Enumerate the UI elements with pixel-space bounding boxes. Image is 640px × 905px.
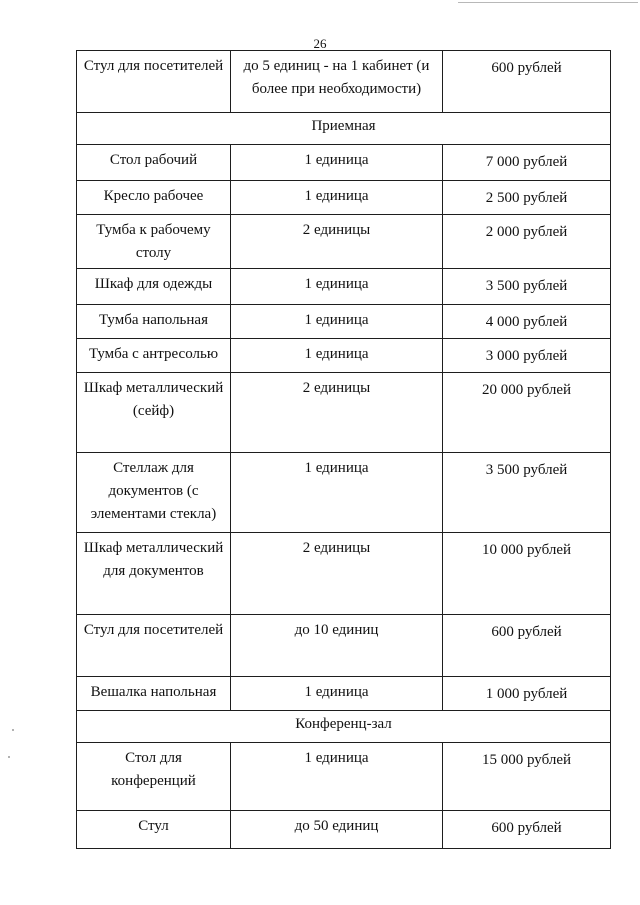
price-cell: 3 500 рублей xyxy=(443,269,611,305)
section-row xyxy=(77,711,611,743)
quantity-cell: до 10 единиц xyxy=(231,615,443,677)
item-name-cell: Стул для посетителей xyxy=(77,615,231,677)
table-row xyxy=(77,811,611,849)
quantity-cell: 1 единица xyxy=(231,677,443,711)
item-name-cell: Шкаф для одежды xyxy=(77,269,231,305)
table-row xyxy=(77,677,611,711)
scan-speck xyxy=(8,756,10,758)
price-cell: 3 000 рублей xyxy=(443,339,611,373)
item-name-cell: Шкаф металлический (сейф) xyxy=(77,373,231,453)
table-row xyxy=(77,339,611,373)
item-name-cell: Стол рабочий xyxy=(77,145,231,181)
table-row xyxy=(77,269,611,305)
section-row xyxy=(77,113,611,145)
quantity-cell: 1 единица xyxy=(231,145,443,181)
price-cell: 7 000 рублей xyxy=(443,145,611,181)
table-row xyxy=(77,615,611,677)
table-row xyxy=(77,305,611,339)
item-name-cell: Стул xyxy=(77,811,231,849)
quantity-cell: 2 единицы xyxy=(231,533,443,615)
price-cell: 600 рублей xyxy=(443,615,611,677)
table-row xyxy=(77,215,611,269)
quantity-cell: 1 единица xyxy=(231,339,443,373)
quantity-cell: 1 единица xyxy=(231,743,443,811)
item-name-cell: Стул для посетителей xyxy=(77,51,231,113)
price-cell: 20 000 рублей xyxy=(443,373,611,453)
table-row xyxy=(77,145,611,181)
page-number: 26 xyxy=(313,36,327,51)
quantity-cell: 1 единица xyxy=(231,305,443,339)
table-row xyxy=(77,743,611,811)
quantity-cell: 1 единица xyxy=(231,269,443,305)
quantity-cell: 2 единицы xyxy=(231,373,443,453)
price-cell: 1 000 рублей xyxy=(443,677,611,711)
item-name-cell: Стол для конференций xyxy=(77,743,231,811)
price-cell: 600 рублей xyxy=(443,811,611,849)
table-row xyxy=(77,373,611,453)
furniture-norms-table xyxy=(76,50,611,849)
item-name-cell: Тумба к рабочему столу xyxy=(77,215,231,269)
quantity-cell: 1 единица xyxy=(231,181,443,215)
price-cell: 3 500 рублей xyxy=(443,453,611,533)
price-cell: 2 000 рублей xyxy=(443,215,611,269)
item-name-cell: Тумба напольная xyxy=(77,305,231,339)
item-name-cell: Стеллаж для документов (с элементами стекла) xyxy=(77,453,231,533)
table-row xyxy=(77,181,611,215)
quantity-cell: до 50 единиц xyxy=(231,811,443,849)
table-row xyxy=(77,453,611,533)
table-row xyxy=(77,51,611,113)
quantity-cell: 2 единицы xyxy=(231,215,443,269)
item-name-cell: Вешалка напольная xyxy=(77,677,231,711)
scan-speck xyxy=(12,729,14,731)
table-body xyxy=(77,51,611,849)
price-cell: 15 000 рублей xyxy=(443,743,611,811)
item-name-cell: Шкаф металлический для документов xyxy=(77,533,231,615)
scan-edge-line xyxy=(458,2,638,3)
quantity-cell: до 5 единиц - на 1 кабинет (и более при необходимости) xyxy=(231,51,443,113)
item-name-cell: Кресло рабочее xyxy=(77,181,231,215)
section-title: Конференц-зал xyxy=(77,711,611,743)
price-cell: 10 000 рублей xyxy=(443,533,611,615)
price-cell: 600 рублей xyxy=(443,51,611,113)
table-row xyxy=(77,533,611,615)
price-cell: 4 000 рублей xyxy=(443,305,611,339)
item-name-cell: Тумба с антресолью xyxy=(77,339,231,373)
price-cell: 2 500 рублей xyxy=(443,181,611,215)
quantity-cell: 1 единица xyxy=(231,453,443,533)
section-title: Приемная xyxy=(77,113,611,145)
